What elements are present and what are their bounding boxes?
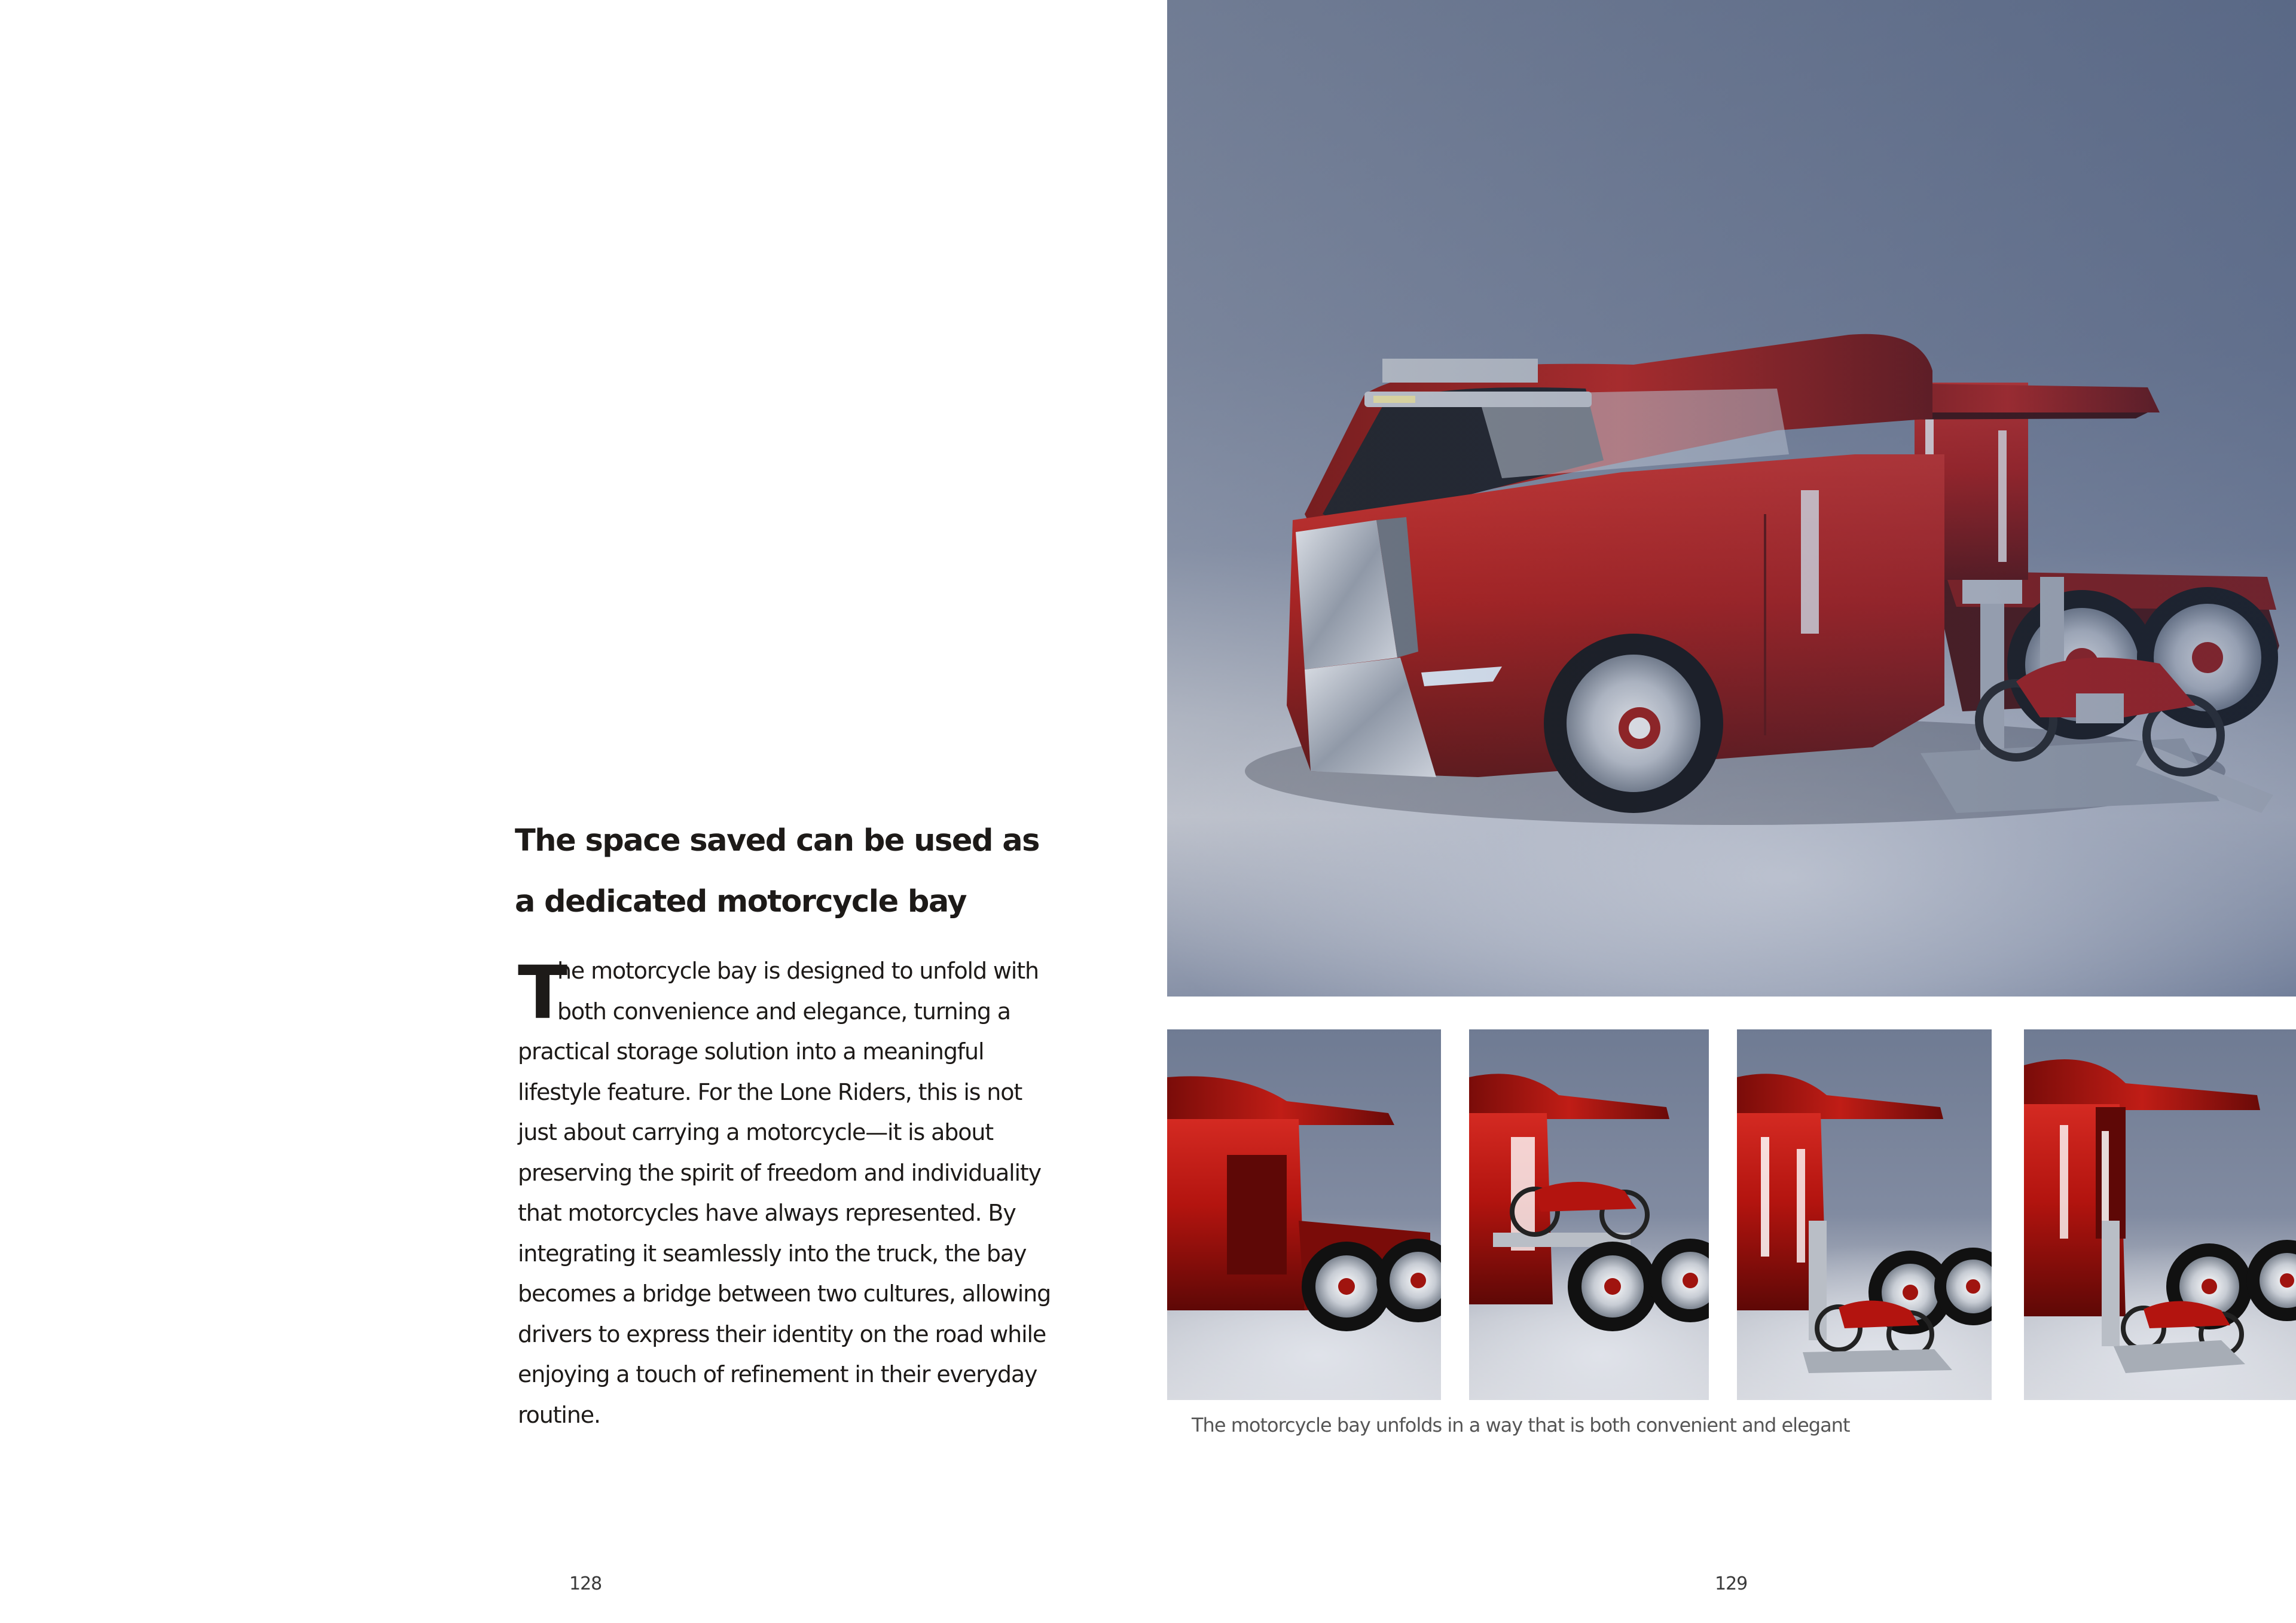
- body-line: just about carrying a motorcycle—it is about: [518, 1119, 994, 1145]
- body-line: practical storage solution into a meaningful: [518, 1038, 984, 1065]
- section-heading: [515, 811, 1113, 933]
- body-line: enjoying a touch of refinement in their everyday: [518, 1361, 1037, 1387]
- page-number-right: 129: [1715, 1573, 1748, 1594]
- body-line: integrating it seamlessly into the truck, the bay: [518, 1240, 1027, 1267]
- page-number-left: 128: [569, 1573, 602, 1594]
- body-line: lifestyle feature. For the Lone Riders, this is not: [518, 1078, 1022, 1105]
- body-line: preserving the spirit of freedom and individuality: [518, 1159, 1042, 1186]
- body-line: routine.: [518, 1401, 600, 1428]
- sequence-image-4: [2024, 1029, 2296, 1400]
- body-line: becomes a bridge between two cultures, allowing: [518, 1280, 1051, 1307]
- drop-cap: T: [518, 950, 568, 1035]
- body-line: that motorcycles have always represented. By: [518, 1200, 1016, 1226]
- body-line: he motorcycle bay is designed to unfold with: [557, 958, 1039, 984]
- truck-illustration: [1167, 0, 2296, 997]
- sequence-image-1: [1167, 1029, 1441, 1400]
- sequence-image-2: [1469, 1029, 1709, 1400]
- hero-truck-image: [1167, 0, 2296, 997]
- heading-line-2: a dedicated motorcycle bay: [515, 884, 967, 919]
- sequence-image-3: [1737, 1029, 1992, 1400]
- heading-line-1: The space saved can be used as: [515, 823, 1040, 858]
- image-caption: The motorcycle bay unfolds in a way that is both convenient and elegant: [1192, 1414, 1850, 1436]
- front-wheel: [1544, 634, 1723, 813]
- body-line: both convenience and elegance, turning a: [557, 998, 1010, 1025]
- body-line: drivers to express their identity on the road while: [518, 1321, 1046, 1347]
